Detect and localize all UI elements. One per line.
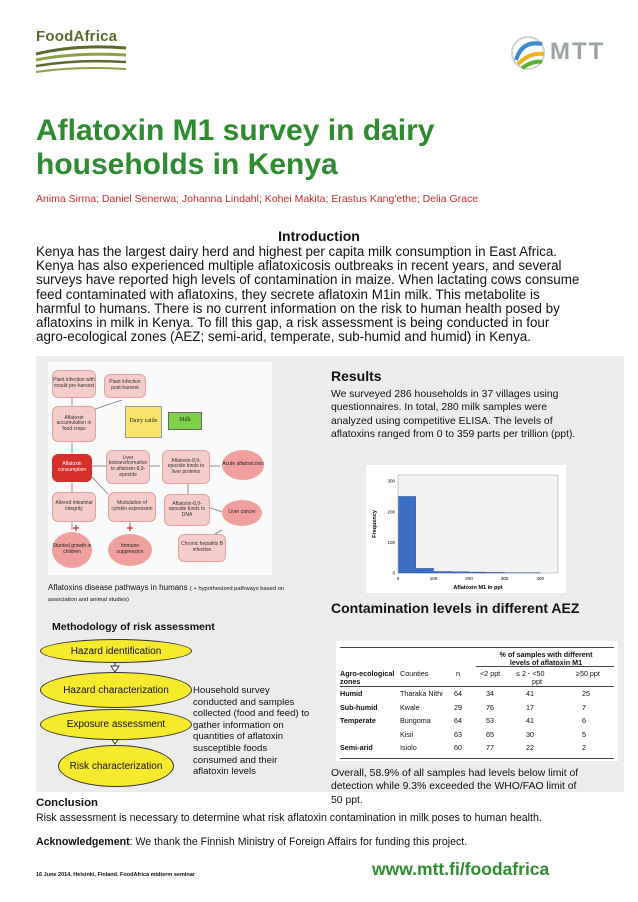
th-lt2: <2 ppt — [480, 669, 501, 678]
table-cell-c: 2 — [582, 743, 586, 752]
x-tick-label: 400 — [536, 576, 544, 581]
plot-area — [398, 475, 558, 573]
table-cell-n: 29 — [454, 702, 462, 712]
y-tick-label: 200 — [387, 509, 395, 515]
histogram-bar — [434, 571, 451, 573]
caption-small: ( + hypothesized pathways based on association and animal studies) — [48, 586, 285, 603]
acknowledgement-text: : We thank the Finnish Ministry of Foreign Affairs for funding this project. — [129, 836, 468, 848]
contamination-table — [336, 641, 618, 761]
field-icon — [22, 24, 132, 84]
x-tick-label: 300 — [500, 576, 509, 581]
table-cell-a: 76 — [486, 702, 494, 712]
title-line-2: households in Kenya — [36, 148, 338, 181]
box-consumption: Aflatoxin consumption — [52, 454, 92, 482]
table-cell-a: 77 — [486, 743, 494, 752]
histogram-bar — [487, 572, 504, 573]
table-cell-county: Isiolo — [400, 743, 417, 752]
y-tick-label: 300 — [387, 478, 395, 484]
intro-line: Kenya has also experienced multiple aflatoxicosis outbreaks in recent years, and several — [36, 258, 562, 274]
note-line: collected (food and feed) to — [193, 708, 310, 720]
mtt-logo-text: MTT — [550, 38, 606, 65]
table-bottom-rule — [340, 758, 614, 759]
table-group-header-1: % of samples with different — [499, 650, 593, 659]
results-body — [331, 388, 621, 442]
acknowledgement-label: Acknowledgement — [36, 836, 130, 848]
table-cell-county: Tharaka Nithi — [400, 689, 443, 698]
introduction-heading: Introduction — [278, 228, 360, 244]
foodafrica-logo — [22, 24, 132, 84]
histogram-xlabel: Aflatoxin M1 in ppt — [453, 585, 503, 591]
caption-main: Aflatoxins disease pathways in humans — [48, 583, 188, 592]
note-line: quantities of aflatoxin — [193, 731, 284, 743]
table-cell-a: 53 — [486, 716, 494, 725]
table-cell-n: 64 — [454, 689, 462, 698]
table-cell-zone: Humid — [340, 689, 363, 698]
table-cell-b: 22 — [526, 743, 534, 752]
box-stunted-growth: Stunted growth in children — [52, 532, 92, 568]
results-heading: Results — [331, 368, 382, 384]
intro-line: aflatoxins in milk in Kenya. To fill this gap, a risk assessment is being conducted in four — [36, 315, 550, 331]
box-accumulation: Aflatoxin accumulation in food crops — [52, 406, 96, 442]
table-top-rule — [340, 647, 614, 648]
histogram-bar — [452, 572, 469, 573]
box-milk: Milk — [168, 412, 202, 430]
table-cell-n: 63 — [454, 729, 462, 739]
table-cell-c: 5 — [582, 729, 586, 739]
y-tick-label: 0 — [392, 570, 395, 576]
introduction-body — [36, 245, 612, 344]
box-intestinal-integrity: Altered intestinal integrity — [52, 492, 96, 522]
footer-event: 16 June 2014, Helsinki, Finland. FoodAfrica midterm seminar — [36, 872, 195, 878]
intro-line: harmful to humans. There is no current information on the risk to human health posed by — [36, 300, 560, 316]
th-zone-1: Agro-ecological — [340, 669, 395, 678]
box-plant-preharvest: Plant infection with mould pre-harvest — [52, 370, 96, 398]
methodology-note — [193, 685, 343, 778]
acknowledgement — [36, 836, 626, 848]
step-risk-characterization: Risk characterization — [58, 745, 174, 787]
table-header-rule — [340, 686, 614, 687]
x-tick-label: 100 — [429, 576, 438, 581]
table-cell-b: 30 — [526, 729, 534, 739]
note-line: consumed and their — [193, 754, 278, 766]
y-tick-label: 100 — [387, 539, 395, 545]
histogram-svg — [366, 465, 566, 593]
step-exposure-assessment: Exposure assessment — [40, 709, 192, 740]
step-hazard-identification: Hazard identification — [40, 639, 192, 663]
table-cell-a: 34 — [486, 689, 494, 698]
table-cell-n: 64 — [454, 716, 462, 725]
box-hepatitis-b: Chronic hepatitis B infection — [178, 534, 226, 562]
table-cell-zone: Temperate — [340, 716, 376, 725]
results-line: analyzed using competitive ELISA. The levels of — [331, 415, 553, 427]
disease-pathway-diagram — [48, 362, 272, 575]
note-line: aflatoxin levels — [193, 766, 256, 778]
box-epoxide-liver: Aflatoxin-8,9-epoxide binds to liver proteins — [162, 450, 210, 484]
histogram-bar — [416, 568, 433, 573]
table-cell-c: 6 — [582, 716, 586, 725]
contamination-heading: Contamination levels in different AEZ — [331, 600, 580, 616]
note-line: susceptible foods — [193, 742, 268, 754]
x-tick-label: 200 — [465, 576, 473, 581]
intro-line: Kenya has the largest dairy herd and highest per capita milk consumption in East Africa. — [36, 244, 558, 259]
th-mid-1: ≤ 2 - <50 — [516, 669, 545, 678]
poster-title — [36, 114, 556, 182]
histogram-ylabel: Frequency — [372, 510, 378, 538]
table-cell-c: 25 — [582, 689, 590, 698]
note-line: gather information on — [193, 719, 284, 731]
mtt-logo — [508, 30, 618, 76]
foodafrica-logo-text: FoodAfrica — [36, 28, 118, 45]
overall-line: 50 ppt. — [331, 794, 363, 806]
note-line: Household survey — [193, 685, 270, 696]
table-cell-b: 41 — [526, 689, 534, 698]
table-group-rule — [476, 666, 614, 667]
diagram-caption — [48, 583, 288, 605]
aflatoxin-histogram — [366, 465, 566, 593]
results-line: aflatoxins ranged from 0 to 359 parts per trillion (ppt). — [331, 429, 576, 441]
th-ge50: ≥50 ppt — [576, 669, 600, 678]
footer-url[interactable]: www.mtt.fi/foodafrica — [372, 859, 550, 879]
table-cell-n: 60 — [454, 743, 462, 752]
table-cell-county: Bungoma — [400, 716, 431, 725]
overall-line: Overall, 58.9% of all samples had levels below limit of — [331, 768, 579, 779]
table-cell-county: Kisii — [400, 729, 414, 739]
box-liver-biotransformation: Liver biotransformation to aflatoxin-8,9-epoxide — [106, 450, 150, 484]
box-plant-postharvest: Plant infection post-harvest — [104, 374, 146, 398]
table-cell-a: 65 — [486, 729, 494, 739]
box-dairy-cattle: Dairy cattle — [125, 406, 162, 438]
th-n: n — [456, 669, 460, 678]
intro-line: surveys have reported high levels of contamination in maize. When lactating cows consume — [36, 272, 580, 288]
table-cell-c: 7 — [582, 702, 586, 712]
intro-line: agro-ecological zones (AEZ; semi-arid, temperate, sub-humid and humid) in Kenya. — [36, 329, 531, 345]
box-cytokin-expression: Modulation of cytokin expression — [108, 492, 156, 522]
th-zone-2: zones — [340, 677, 361, 686]
table-group-header-2: levels of aflatoxin M1 — [509, 658, 583, 667]
box-immune-suppression: Immune suppression — [108, 534, 152, 566]
mtt-swirl-icon — [508, 30, 550, 76]
methodology-heading: Methodology of risk assessment — [52, 621, 215, 633]
results-line: We surveyed 286 households in 37 villages using — [331, 389, 559, 400]
table-cell-zone: Semi-arid — [340, 743, 373, 752]
conclusion-heading: Conclusion — [36, 797, 99, 809]
histogram-bar — [399, 496, 416, 573]
note-line: conducted and samples — [193, 696, 295, 708]
box-liver-cancer: Liver cancer — [222, 500, 262, 526]
authors: Anima Sirma; Daniel Senerwa; Johanna Lindahl; Kohei Makita; Erastus Kang'ethe; Delia Grace — [36, 193, 479, 205]
overall-line: detection while 9.3% exceeded the WHO/FAO limit of — [331, 781, 577, 793]
table-cell-zone: Sub-humid — [340, 702, 378, 712]
th-counties: Counties — [400, 669, 429, 678]
table-cell-county: Kwale — [400, 702, 420, 712]
results-line: questionnaires. In total, 280 milk samples were — [331, 402, 548, 414]
th-mid-2: ppt — [532, 677, 542, 686]
step-hazard-characterization: Hazard characterization — [40, 672, 192, 708]
conclusion-text: Risk assessment is necessary to determine what risk aflatoxin contamination in milk poses to human health. — [36, 812, 542, 824]
box-acute-aflatoxicosis: Acute aflatoxicosis — [222, 450, 264, 480]
histogram-bar — [470, 572, 487, 573]
title-line-1: Aflatoxin M1 survey in dairy — [36, 114, 435, 147]
box-epoxide-dna: Aflatoxin-8,9-epoxide binds to DNA — [164, 494, 210, 526]
x-tick-label: 0 — [396, 576, 400, 581]
overall-summary — [331, 767, 621, 807]
intro-line: feed contaminated with aflatoxins, they secrete aflatoxin M1in milk. This metabolite is — [36, 286, 540, 302]
table-cell-b: 17 — [526, 702, 534, 712]
table-cell-b: 41 — [526, 716, 534, 725]
